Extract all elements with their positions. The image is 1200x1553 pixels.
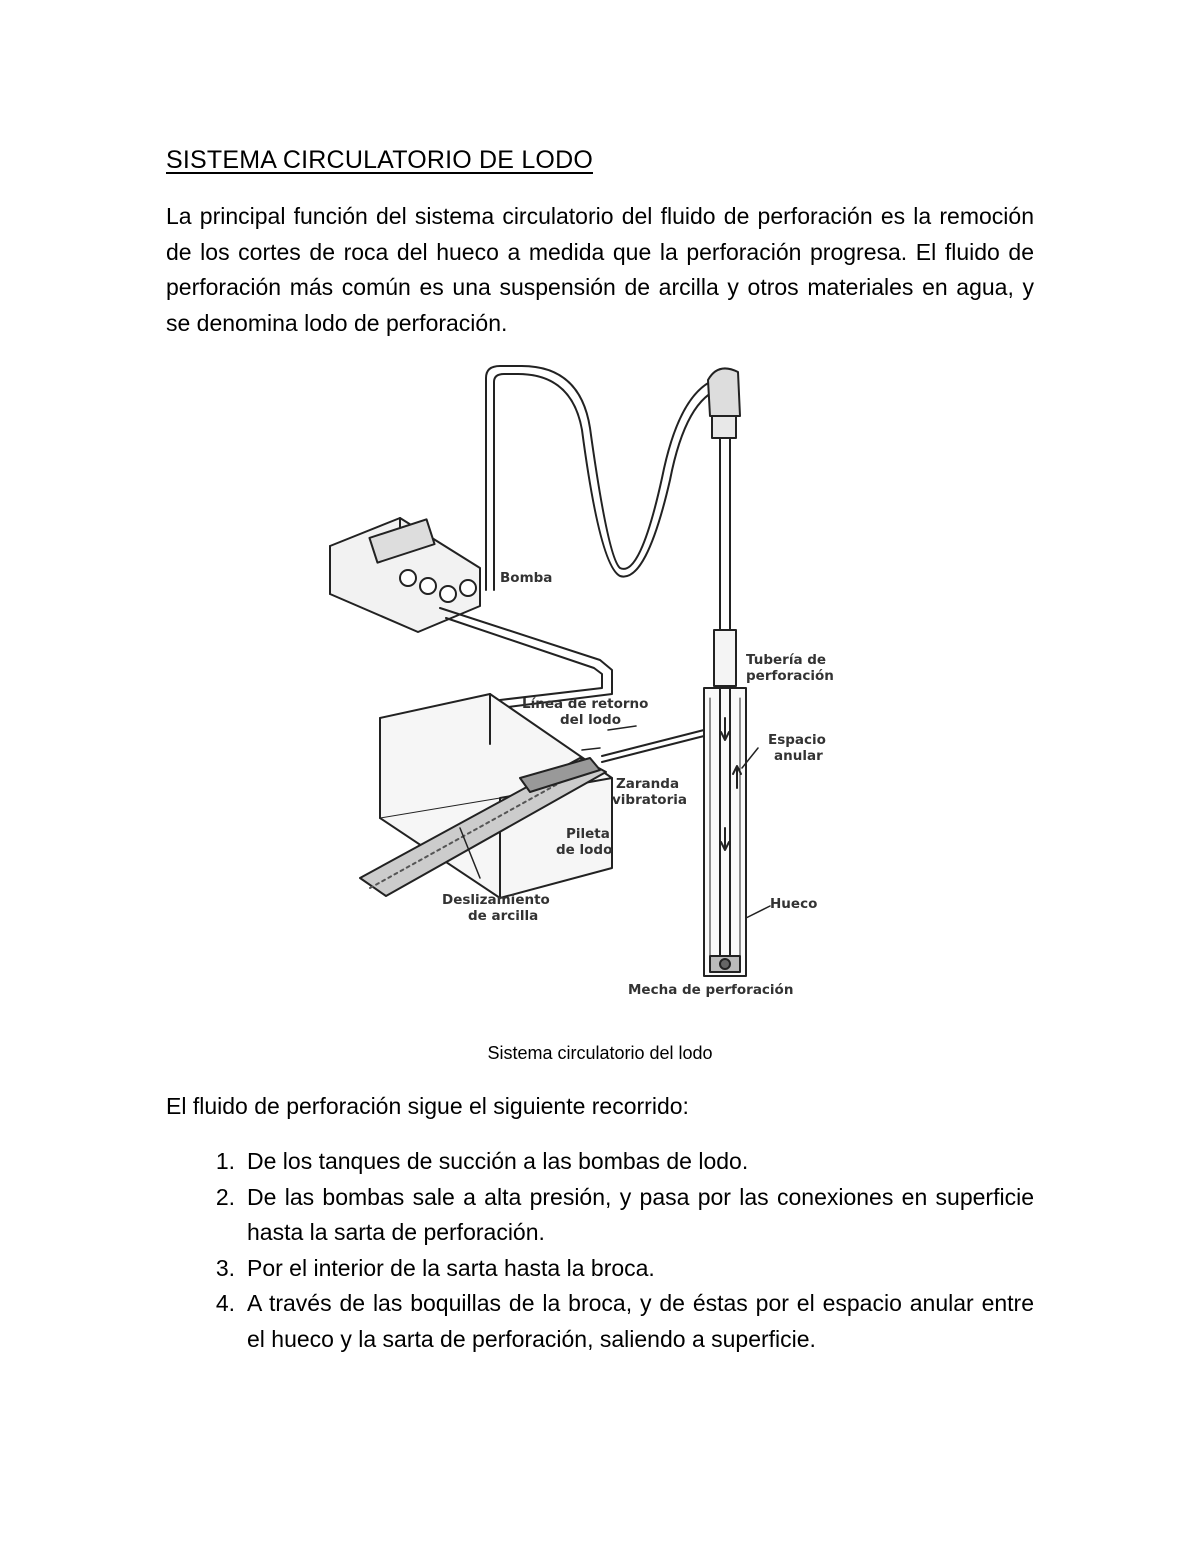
step-number: 3.: [215, 1254, 235, 1281]
label-zaranda-1: Zaranda: [616, 776, 680, 792]
label-tuberia-1: Tubería de: [746, 652, 827, 668]
step-number: 1.: [215, 1148, 235, 1174]
kelly-joint: [714, 630, 736, 686]
step-text: Por el interior de la sarta hasta la broca.: [247, 1254, 655, 1281]
list-item: [166, 1180, 1034, 1251]
label-deslizamiento-1: Deslizamiento: [442, 892, 550, 908]
label-deslizamiento-2: de arcilla: [468, 908, 539, 924]
label-zaranda-2: vibratoria: [612, 792, 687, 808]
step-text: De los tanques de succión a las bombas de lodo.: [247, 1148, 749, 1174]
rotary-hose: [518, 366, 720, 569]
label-tuberia-2: perforación: [746, 668, 834, 684]
label-hueco: Hueco: [770, 896, 818, 912]
route-steps-list: [166, 1144, 1034, 1357]
document-title: SISTEMA CIRCULATORIO DE LODO: [166, 146, 593, 174]
step-number: 4.: [215, 1290, 235, 1316]
label-linea-2: del lodo: [560, 712, 621, 728]
step-text: A través de las boquillas de la broca, y de éstas por el espacio anular entre el hueco y la sarta de perforación, saliendo a superficie.: [247, 1290, 1034, 1352]
list-item: [166, 1286, 1034, 1357]
label-linea-1: Línea de retorno: [522, 696, 649, 712]
step-number: 2.: [215, 1183, 235, 1210]
intro-paragraph: La principal función del sistema circulatorio del fluido de perforación es la remoción de los cortes de roca del hueco a medida que la perforación progresa. El fluido de perforación más común es una suspensión de arcilla y otros materiales en agua, y se denomina lodo de perforación.: [166, 203, 1034, 336]
label-pileta-2: de lodo: [556, 842, 613, 858]
list-item: [166, 1251, 1034, 1287]
route-intro: El fluido de perforación sigue el siguiente recorrido:: [166, 1093, 689, 1119]
label-mecha: Mecha de perforación: [628, 982, 794, 998]
standpipe: [486, 366, 518, 590]
label-pileta-1: Pileta: [566, 826, 610, 842]
mud-circulation-diagram: [290, 358, 910, 1018]
label-espacio-2: anular: [774, 748, 823, 764]
list-item: [166, 1144, 1034, 1180]
swivel: [708, 368, 740, 416]
return-line: [440, 608, 612, 708]
label-bomba: Bomba: [500, 570, 553, 586]
figure-caption: Sistema circulatorio del lodo: [487, 1043, 713, 1063]
label-espacio-1: Espacio: [768, 732, 826, 748]
step-text: De las bombas sale a alta presión, y pasa por las conexiones en superficie hasta la sarta de perforación.: [247, 1183, 1034, 1245]
